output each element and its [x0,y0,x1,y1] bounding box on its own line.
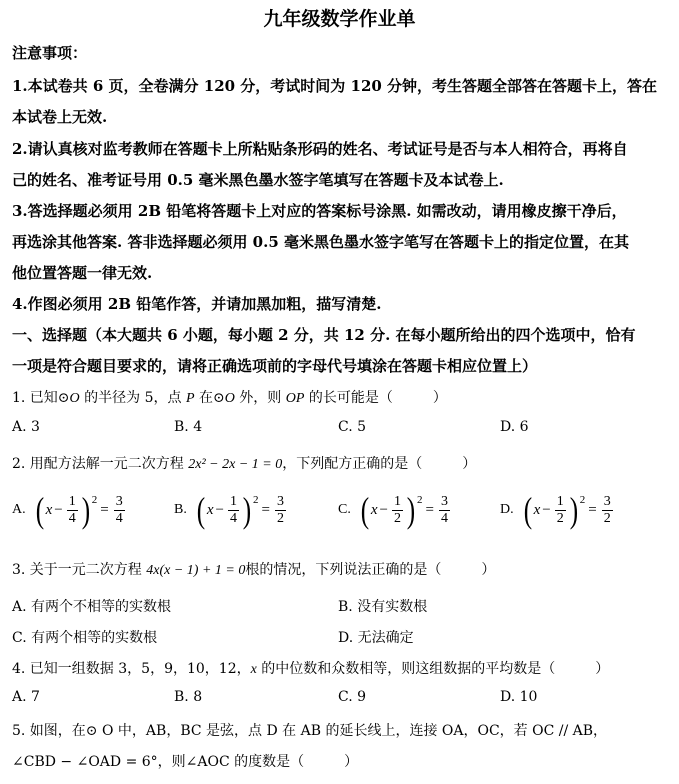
q4-option-d[interactable]: D. 10 [500,689,538,705]
note-3-line-3: 他位置答题一律无效. [12,264,153,282]
question-3: 3. 关于一元二次方程 4x(x − 1) + 1 = 0根的情况，下列说法正确的是（ ） [12,562,496,578]
note-1-line-1: 1.本试卷共 6 页，全卷满分 120 分，考试时间为 120 分钟，考生答题全部答在答题卡上，答在 [12,77,658,95]
q1-option-d[interactable]: D. 6 [500,419,529,435]
question-2: 2. 用配方法解一元二次方程 2x² − 2x − 1 = 0，下列配方正确的是（ ） [12,456,477,472]
q2-option-c[interactable]: C. ( x − $\frac{1}{2}$ ) 2 = $\frac{3}{4}$ [338,490,448,530]
q2-option-b[interactable]: B. ( x − $\frac{1}{4}$ ) 2 = $\frac{3}{2}$ [174,490,284,530]
q2-option-d[interactable]: D. ( x − $\frac{1}{2}$ ) 2 = $\frac{3}{2}$ [500,490,611,530]
q1-option-a[interactable]: A. 3 [12,419,40,435]
q3-option-b[interactable]: B. 没有实数根 [338,599,428,615]
q1-option-c[interactable]: C. 5 [338,419,367,435]
q4-option-b[interactable]: B. 8 [174,689,203,705]
q4-option-a[interactable]: A. 7 [12,689,40,705]
page-title: 九年级数学作业单 [263,8,416,30]
question-5-line-2: ∠CBD − ∠OAD = 6°，则∠AOC 的度数是（ ） [12,754,359,770]
q3-option-c[interactable]: C. 有两个相等的实数根 [12,630,158,646]
q2-option-a[interactable]: A. ( x − $\frac{1}{4}$ ) 2 = $\frac{3}{4}$ [12,490,123,530]
question-4: 4. 已知一组数据 3，5，9，10，12，x 的中位数和众数相等，则这组数据的平均数是（ ） [12,661,610,677]
note-4-line-1: 4.作图必须用 2B 铅笔作答，并请加黑加粗，描写清楚. [12,295,382,313]
q3-option-a[interactable]: A. 有两个不相等的实数根 [12,599,172,615]
note-3-line-1: 3.答选择题必须用 2B 铅笔将答题卡上对应的答案标号涂黑. 如需改动，请用橡皮擦干净后， [12,202,627,220]
question-1: 1. 已知⊙O 的半径为 5，点 P 在⊙O 外，则 OP 的长可能是（ ） [12,390,447,406]
section-heading-line-1: 一、选择题（本大题共 6 小题，每小题 2 分，共 12 分. 在每小题所给出的四个选项中，恰有 [12,326,636,344]
notes-heading: 注意事项： [12,44,88,62]
q4-option-c[interactable]: C. 9 [338,689,367,705]
section-heading-line-2: 一项是符合题目要求的，请将正确选项前的字母代号填涂在答题卡相应位置上） [12,357,538,375]
note-2-line-1: 2.请认真核对监考教师在答题卡上所粘贴条形码的姓名、考试证号是否与本人相符合，再将自 [12,140,628,158]
note-1-line-2: 本试卷上无效. [12,108,108,126]
note-2-line-2: 己的姓名、准考证号用 0.5 毫米黑色墨水签字笔填写在答题卡及本试卷上. [12,171,504,189]
q1-option-b[interactable]: B. 4 [174,419,203,435]
question-5-line-1: 5. 如图，在⊙ O 中，AB，BC 是弦，点 D 在 AB 的延长线上，连接 OA，OC，若 OC // AB， [12,723,608,739]
note-3-line-2: 再选涂其他答案. 答非选择题必须用 0.5 毫米黑色墨水签字笔写在答题卡上的指定位置，在其 [12,233,629,251]
q3-option-d[interactable]: D. 无法确定 [338,630,414,646]
